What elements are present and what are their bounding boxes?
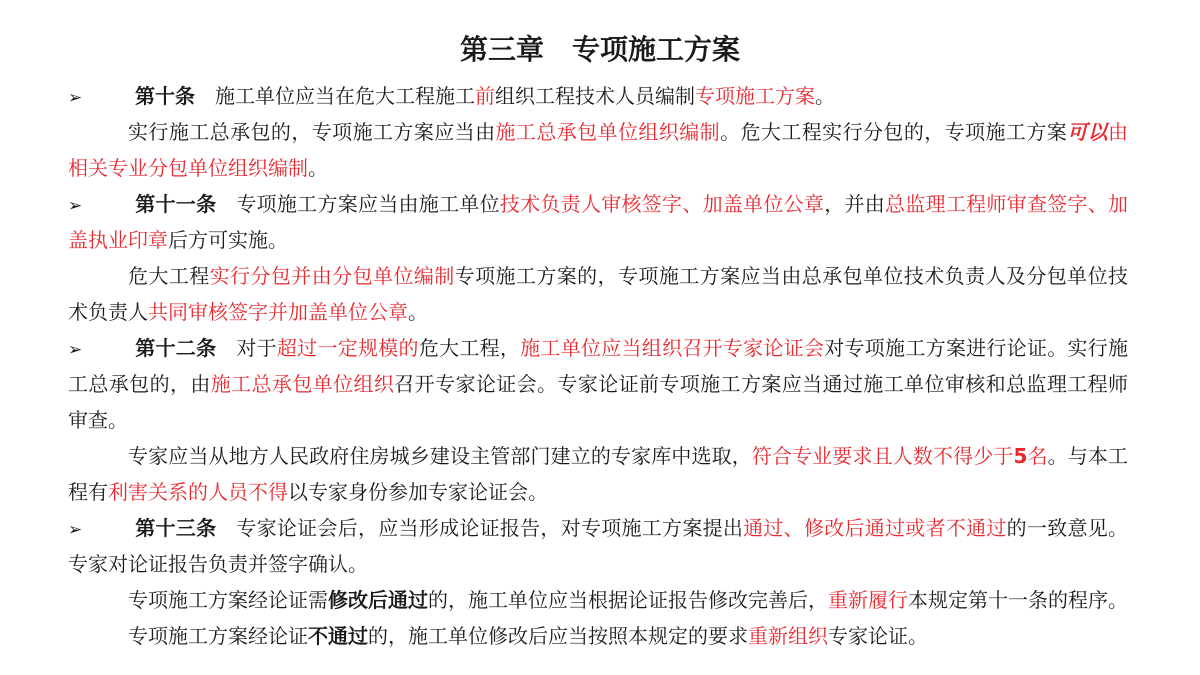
highlighted-text: 重新履行 <box>828 588 908 612</box>
highlighted-text: 专项施工方案 <box>695 84 815 108</box>
text-segment: 的一致意见。 <box>1006 516 1129 540</box>
text-segment: 专项施工方案经论证需 <box>128 588 328 612</box>
article-11 <box>68 186 1128 258</box>
text-line <box>68 402 1128 438</box>
bold-text: 不通过 <box>308 624 368 648</box>
text-segment: 以专家身份参加专家论证会。 <box>288 480 548 504</box>
bullet-marker: ➢ <box>68 340 83 360</box>
document-body <box>68 78 1128 654</box>
highlighted-text: 实行分包并由分包单位编制 <box>209 264 455 288</box>
highlighted-text: 盖执业印章 <box>68 228 168 252</box>
text-segment: ，并由 <box>824 192 886 216</box>
article-13-clause-3 <box>68 618 1128 654</box>
text-segment: 实行施工总承包的，专项施工方案应当由 <box>128 120 496 144</box>
text-segment: 施工单位应当在危大工程施工 <box>215 84 475 108</box>
text-line <box>68 582 1128 618</box>
text-segment: 对专项施工方案进行论证。实行施 <box>824 336 1129 360</box>
text-segment: 。 <box>815 84 835 108</box>
text-line <box>68 474 1128 510</box>
text-line <box>68 114 1128 150</box>
highlighted-text: 通过、修改后通过或者不通过 <box>743 516 1007 540</box>
text-segment: 专家论证会后，应当形成论证报告，对专项施工方案提出 <box>236 516 744 540</box>
text-segment: 。危大工程实行分包的，专项施工方案 <box>720 120 1068 144</box>
highlighted-text: 符合专业要求且人数不得少于 <box>751 444 1014 468</box>
highlighted-text: 超过一定规模的 <box>276 336 419 360</box>
text-segment: 后方可实施。 <box>168 228 288 252</box>
text-segment: 术负责人 <box>68 300 148 324</box>
text-segment: 审查。 <box>68 408 128 432</box>
highlighted-text: 总监理工程师审查签字、加 <box>885 192 1129 216</box>
bold-text: 修改后通过 <box>328 588 428 612</box>
highlighted-text: 施工总承包单位组织编制 <box>495 120 721 144</box>
text-line <box>68 438 1128 474</box>
text-segment: 专家对论证报告负责并签字确认。 <box>68 552 368 576</box>
text-segment: 危大工程 <box>128 264 210 288</box>
article-13-clause-2 <box>68 582 1128 618</box>
text-line <box>68 546 1128 582</box>
text-line <box>68 78 1128 114</box>
highlighted-text: 名 <box>1027 444 1048 468</box>
article-12-clause-2 <box>68 438 1128 510</box>
text-line <box>68 366 1128 402</box>
article-label: 第十三条 <box>135 516 217 540</box>
text-segment: 工总承包的，由 <box>68 372 211 396</box>
text-line <box>68 330 1128 366</box>
chapter-title: 第三章 专项施工方案 <box>459 33 740 66</box>
text-segment: 。与本工 <box>1047 444 1129 468</box>
text-segment: 程有 <box>68 480 108 504</box>
text-segment: 组织工程技术人员编制 <box>495 84 695 108</box>
text-segment: 专家论证。 <box>828 624 928 648</box>
text-segment: 的，施工单位修改后应当按照本规定的要求 <box>368 624 748 648</box>
article-12 <box>68 330 1128 438</box>
highlighted-text: 技术负责人审核签字、加盖单位公章 <box>499 192 825 216</box>
text-segment: 。 <box>308 156 328 180</box>
article-10-clause-2 <box>68 114 1128 186</box>
text-segment: 专项施工方案经论证 <box>128 624 308 648</box>
bullet-marker: ➢ <box>68 196 83 216</box>
article-label: 第十条 <box>135 84 195 108</box>
article-11-clause-2 <box>68 258 1128 330</box>
highlighted-text: 施工总承包单位组织 <box>210 372 395 396</box>
text-line <box>68 222 1128 258</box>
text-line <box>68 294 1128 330</box>
bullet-marker: ➢ <box>68 88 83 108</box>
text-segment: 召开专家论证会。专家论证前专项施工方案应当通过施工单位审核和总监理工程师 <box>394 372 1129 396</box>
highlighted-text: 前 <box>475 84 495 108</box>
text-line <box>68 186 1128 222</box>
text-segment: 。 <box>408 300 428 324</box>
text-segment: 的，施工单位应当根据论证报告修改完善后， <box>428 588 828 612</box>
highlighted-number: 5 <box>1013 444 1028 468</box>
highlighted-text: 重新组织 <box>748 624 828 648</box>
article-label: 第十二条 <box>135 336 217 360</box>
text-segment: 本规定第十一条的程序。 <box>908 588 1128 612</box>
bullet-marker: ➢ <box>68 520 83 540</box>
text-segment: 专项施工方案的，专项施工方案应当由总承包单位技术负责人及分包单位技 <box>454 264 1129 288</box>
text-line <box>68 618 1128 654</box>
article-13 <box>68 510 1128 582</box>
text-segment: 危大工程， <box>418 336 521 360</box>
text-segment: 专项施工方案应当由施工单位 <box>236 192 500 216</box>
emphasized-text: 可以 <box>1067 120 1109 144</box>
text-line <box>68 258 1128 294</box>
article-label: 第十一条 <box>135 192 217 216</box>
highlighted-text: 共同审核签字并加盖单位公章 <box>148 300 408 324</box>
text-line <box>68 510 1128 546</box>
highlighted-text: 由 <box>1108 120 1129 144</box>
highlighted-text: 利害关系的人员不得 <box>108 480 288 504</box>
text-segment: 对于 <box>236 336 277 360</box>
highlighted-text: 施工单位应当组织召开专家论证会 <box>520 336 825 360</box>
text-segment: 专家应当从地方人民政府住房城乡建设主管部门建立的专家库中选取， <box>128 444 752 468</box>
article-10 <box>68 78 1128 114</box>
text-line <box>68 150 1128 186</box>
highlighted-text: 相关专业分包单位组织编制 <box>68 156 308 180</box>
